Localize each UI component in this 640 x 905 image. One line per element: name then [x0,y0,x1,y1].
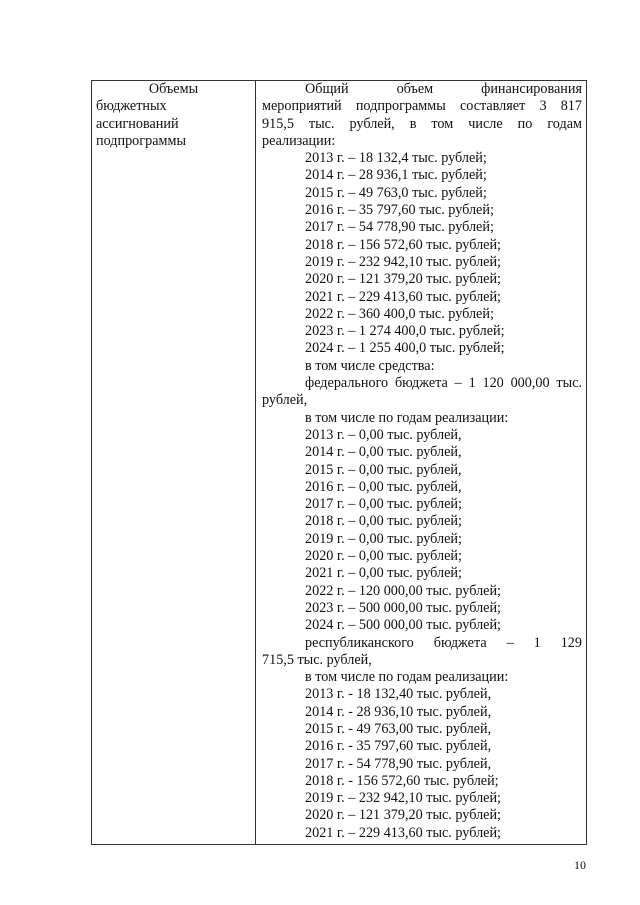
year-line: 2015 г. – 49 763,0 тыс. рублей; [305,184,487,201]
year-line: 2020 г. – 121 379,20 тыс. рублей; [305,271,501,288]
by-years-label: в том числе по годам реализации: [305,669,509,686]
year-line: 2021 г. – 0,00 тыс. рублей; [305,565,462,582]
year-line: 2017 г. – 0,00 тыс. рублей; [305,496,462,513]
intro-line: Общий объем финансирования [305,81,582,97]
year-line: 2014 г. – 0,00 тыс. рублей, [305,444,462,461]
label-line: подпрограммы [96,132,186,149]
year-line: 2024 г. – 1 255 400,0 тыс. рублей; [305,340,505,357]
value-text [256,81,586,844]
total-years-list [262,150,582,358]
year-line: 2023 г. – 1 274 400,0 тыс. рублей; [305,323,505,340]
year-line: 2014 г. - 28 936,10 тыс. рублей, [305,703,492,720]
year-line: 2017 г. – 54 778,90 тыс. рублей; [305,219,494,236]
year-line: 2021 г. – 229 413,60 тыс. рублей; [305,288,501,305]
year-line: 2015 г. – 0,00 тыс. рублей, [305,461,462,478]
year-line: 2017 г. - 54 778,90 тыс. рублей, [305,755,492,772]
including-funds-line: в том числе средства: [305,357,435,374]
year-line: 2019 г. – 232 942,10 тыс. рублей; [305,253,501,270]
label-line: Объемы [148,81,199,97]
year-line: 2024 г. – 500 000,00 тыс. рублей; [305,617,501,634]
label-line: ассигнований [96,115,179,132]
page-number: 10 [574,858,586,872]
budget-table [91,80,587,845]
year-line: 2018 г. - 156 572,60 тыс. рублей; [305,772,499,789]
year-line: 2020 г. – 0,00 тыс. рублей; [305,548,462,565]
year-line: 2013 г. – 18 132,4 тыс. рублей; [305,150,487,167]
year-line: 2016 г. - 35 797,60 тыс. рублей, [305,738,492,755]
value-cell [256,81,587,845]
label-line: бюджетных [96,98,167,115]
year-line: 2019 г. – 0,00 тыс. рублей; [305,530,462,547]
federal-years-list [262,427,582,635]
label-text [92,81,255,150]
year-line: 2014 г. – 28 936,1 тыс. рублей; [305,167,487,184]
year-line: 2021 г. – 229 413,60 тыс. рублей; [305,824,501,841]
intro-line: мероприятий подпрограммы составляет 3 817 [262,98,582,115]
table-row [92,81,587,845]
intro-line: реализации: [262,132,336,149]
intro-line: 915,5 тыс. рублей, в том числе по годам [262,115,582,132]
year-line: 2019 г. – 232 942,10 тыс. рублей; [305,790,501,807]
republic-years-list [262,686,582,842]
year-line: 2023 г. – 500 000,00 тыс. рублей; [305,599,501,616]
year-line: 2015 г. - 49 763,00 тыс. рублей, [305,720,492,737]
year-line: 2018 г. – 0,00 тыс. рублей; [305,513,462,530]
republic-budget-line: республиканского бюджета – 1 129 [305,634,582,651]
year-line: 2016 г. – 35 797,60 тыс. рублей; [305,202,494,219]
year-line: 2018 г. – 156 572,60 тыс. рублей; [305,236,501,253]
federal-budget-line: федерального бюджета – 1 120 000,00 тыс. [305,375,582,392]
year-line: 2020 г. – 121 379,20 тыс. рублей; [305,807,501,824]
republic-budget-line: 715,5 тыс. рублей, [262,651,372,668]
year-line: 2022 г. – 360 400,0 тыс. рублей; [305,305,494,322]
year-line: 2016 г. – 0,00 тыс. рублей, [305,478,462,495]
year-line: 2013 г. - 18 132,40 тыс. рублей, [305,686,492,703]
year-line: 2022 г. – 120 000,00 тыс. рублей; [305,582,501,599]
year-line: 2013 г. – 0,00 тыс. рублей, [305,426,462,443]
by-years-label: в том числе по годам реализации: [305,409,509,426]
federal-budget-line: рублей, [262,392,308,409]
label-cell [92,81,256,845]
